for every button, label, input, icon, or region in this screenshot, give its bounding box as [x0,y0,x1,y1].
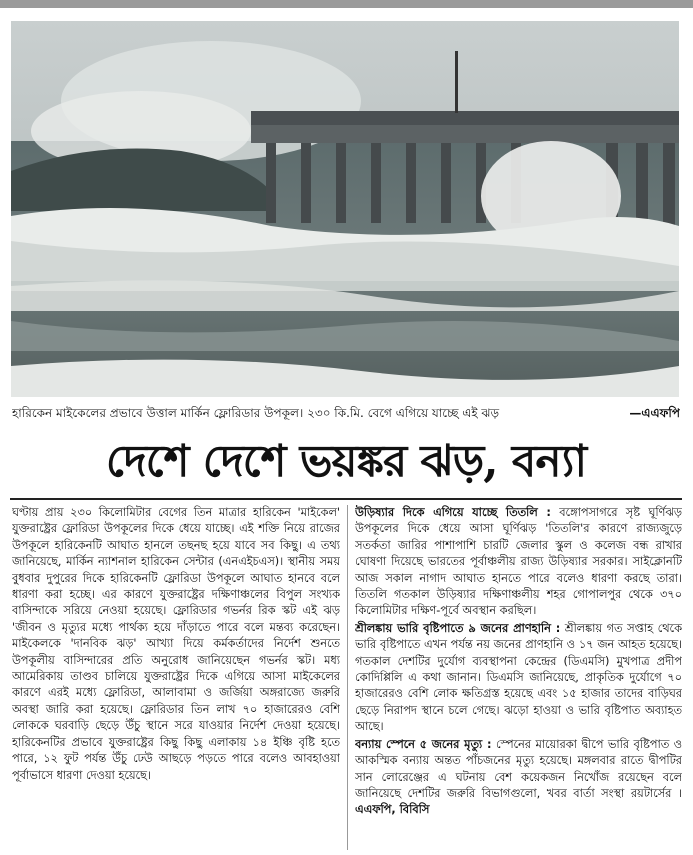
column-divider [347,505,348,850]
section-body: শ্রীলঙ্কায় গত সপ্তাহ থেকে ভারি বৃষ্টিপাতে এখন পর্যন্ত নয় জনের প্রাণহানি ও ১৭ জন আহত হয়েছে। গতকাল দেশটির দুর্যোগ ব্যবস্থাপনা কেন্দ্রের (ডিএমসি) মুখপাত্র প্রদীপ কোদিপ্পিলি এ কথা জানান। ডিএমসি জানিয়েছে, প্রাকৃতিক দুর্যোগে ৭০ হাজারেরও বেশি লোক ক্ষতিগ্রস্ত হয়েছে এবং ১৫ হাজার তাদের বাড়িঘর ছেড়ে নিরাপদ স্থানে চলে গেছে। ঝড়ো হাওয়া ও ভারি বৃষ্টিপাত অব্যাহত আছে। [355,621,682,734]
caption-text: হারিকেন মাইকেলের প্রভাবে উত্তাল মার্কিন ফ্লোরিডার উপকূল। ২৩০ কি.মি. বেগে এগিয়ে যাচ্ছে এই ঝড় [12,406,500,420]
article-credit: এএফপি, বিবিসি [355,803,430,817]
left-column [12,505,340,850]
right-column [355,505,682,850]
top-border [0,0,693,8]
section-lead: উড়িষ্যার দিকে এগিয়ে যাচ্ছে তিতলি : [355,506,551,519]
section-srilanka [355,621,682,736]
headline: দেশে দেশে ভয়ঙ্কর ঝড়, বন্যা [105,436,587,487]
section-titli [355,505,682,620]
caption-credit: —এএফপি [629,406,680,420]
news-photo [11,21,679,397]
section-lead: বন্যায় স্পেনে ৫ জনের মৃত্যু : [355,737,492,751]
section-body: বঙ্গোপসাগরে সৃষ্ট ঘূর্ণিঝড় উপকূলের দিকে ধেয়ে আসা ঘূর্ণিঝড় 'তিতলি'র কারণে রাজ্যজুড়ে সতর্কতা জারির পাশাপাশি চারটি জেলার স্কুল ও কলেজ বন্ধ রাখার ঘোষণা দিয়েছে ভারতের পূর্বাঞ্চলীয় রাজ্য উড়িষ্যার সরকার। সাইক্লোনটি আজ সকাল নাগাদ আঘাত হানতে পারে বলেও ধারণা করছে তারা। তিতলি গতকাল উড়িষ্যার দক্ষিণাঞ্চলীয় শহর গোপালপুর থেকে ৩৭০ কিলোমিটার দক্ষিণ-পূর্বে অবস্থান করছিল। [355,506,682,618]
section-spain [355,737,682,819]
section-lead: শ্রীলঙ্কায় ভারি বৃষ্টিপাতে ৯ জনের প্রাণহানি : [355,621,561,635]
headline-rule [10,498,682,500]
storm-waves-pier-photo [11,21,679,397]
section-body: স্পেনের মায়োরকা দ্বীপে ভারি বৃষ্টিপাত ও আকস্মিক বন্যায় অন্তত পাঁচজনের মৃত্যু হয়েছে। মঙ্গলবার রাতে দ্বীপটির সান লোরেঞ্জের এ ঘটনায় বেশ কয়েকজন নিখোঁজ রয়েছেন বলে জানিয়েছে দেশটির জরুরি বিভাগগুলো, খবর বার্তা সংস্থা রয়টার্সের । [355,737,682,800]
left-paragraph: ঘণ্টায় প্রায় ২৩০ কিলোমিটার বেগের তিন মাত্রার হারিকেন 'মাইকেল' যুক্তরাষ্ট্রের ফ্লোরিডা উপকূলের দিকে ধেয়ে যাচ্ছে। এই শক্তি নিয়ে রাজের উপকূলে হারিকেনটি আঘাত হানলে তছনছ হয়ে যাবে সব কিছু। এ তথ্য জানিয়েছে, মার্কিন ন্যাশনাল হারিকেন সেন্টার (এনএইচএস)। স্থানীয় সময় বুধবার দুপুরের দিকে হারিকেনটি ফ্লোরিডা উপকূলে আঘাত হানবে বলে ধারণা করা হচ্ছে। এর কারণে যুক্তরাষ্ট্রের দক্ষিণাঞ্চলের বিপুল সংখ্যক বাসিন্দাকে সরিয়ে নেওয়া হয়েছে। ফ্লোরিডার গভর্নর রিক স্কট এই ঝড় 'জীবন ও মৃত্যুর মধ্যে পার্থক্য হয়ে দাঁড়াতে পারে বলে মন্তব্য করেছেন। মাইকেলকে 'দানবিক ঝড়' আখ্যা দিয়ে কর্মকর্তাদের নির্দেশ শুনতে উপকূলীয় বাসিন্দারের প্রতি অনুরোধ জানিয়েছেন গভর্নর স্কট। মধ্য আমেরিকায় তাণ্ডব চালিয়ে যুক্তরাষ্ট্রের দিকে এগিয়ে আসা মাইকেলের কারণে এরই মধ্যে ফ্লোরিডা, আলাবামা ও জর্জিয়া অঙ্গরাজ্যে জরুরি অবস্থা জারি করা হয়েছে। ফ্লোরিডার তিন লাখ ৭০ হাজারেরও বেশি লোককে ঘরবাড়ি ছেড়ে উঁচু স্থানে সরে যাওয়ার নির্দেশ দেওয়া হয়েছে। হারিকেনটির প্রভাবে যুক্তরাষ্ট্রের কিছু কিছু এলাকায় ১৪ ইঞ্চি বৃষ্টি হতে পারে, ১২ ফুট পর্যন্ত উঁচু ঢেউ আছড়ে পড়তে পারে বলেও আবহাওয়া পূর্বাভাসে ধারণা দেওয়া হয়েছে। [12,506,340,782]
photo-caption [12,404,680,422]
